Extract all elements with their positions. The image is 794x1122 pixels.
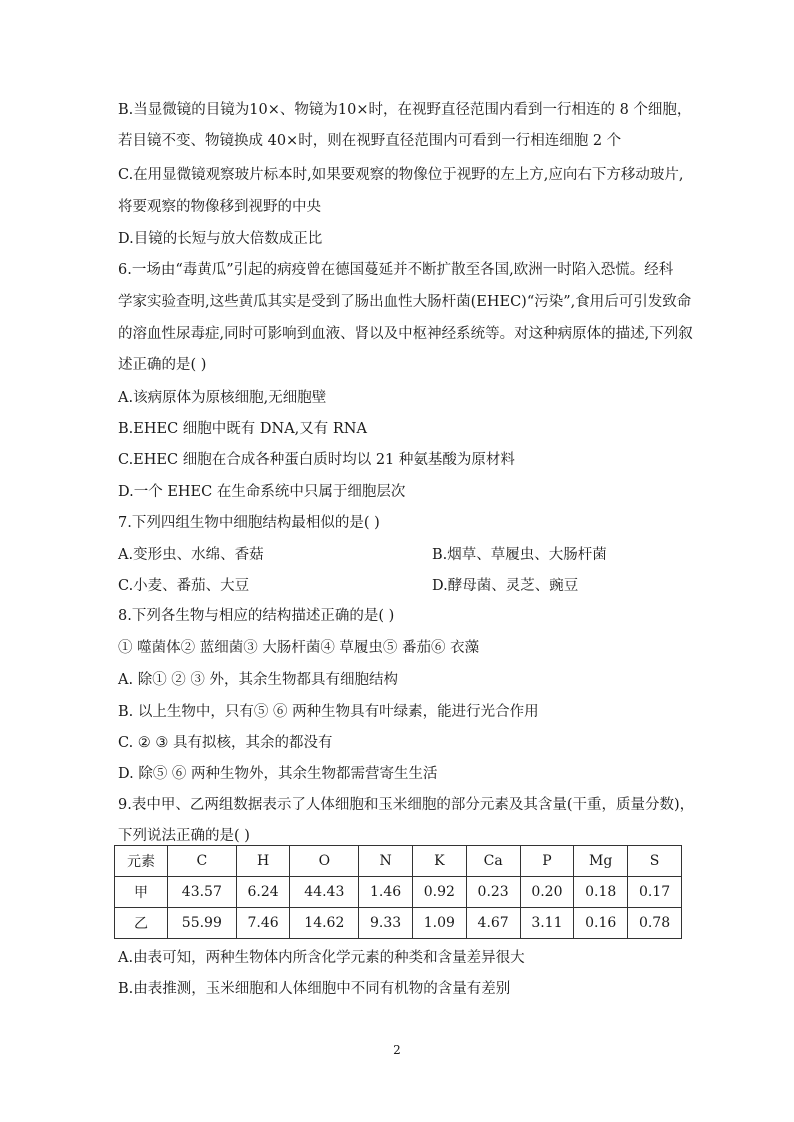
q5-option-d: D.目镜的长短与放大倍数成正比 [118, 231, 323, 247]
q6-stem-line2: 学家实验查明,这些黄瓜其实是受到了肠出血性大肠杆菌(EHEC)“污染”,食用后可引发致命 [118, 294, 692, 310]
q6-option-a: A.该病原体为原核细胞,无细胞壁 [118, 390, 327, 406]
q9-stem-line2: 下列说法正确的是( ) [118, 828, 250, 844]
q6-stem-line3: 的溶血性尿毒症,同时可影响到血液、肾以及中枢神经系统等。对这种病原体的描述,下列叙 [118, 326, 693, 342]
table-header-cell: 元素 [115, 846, 168, 877]
table-cell: 43.57 [168, 877, 237, 908]
q7-option-d: D.酵母菌、灵芝、豌豆 [432, 578, 579, 594]
table-header-cell: C [168, 846, 237, 877]
table-cell: 44.43 [290, 877, 359, 908]
table-cell: 甲 [115, 877, 168, 908]
q9-option-a: A.由表可知，两种生物体内所含化学元素的种类和含量差异很大 [118, 950, 525, 966]
table-cell: 4.67 [466, 908, 520, 939]
table-header-row [115, 846, 682, 877]
q7-option-a: A.变形虫、水绵、香菇 [118, 547, 264, 563]
q5-option-c-line1: C.在用显微镜观察玻片标本时,如果要观察的物像位于视野的左上方,应向右下方移动玻片, [118, 167, 684, 183]
q9-option-b: B.由表推测，玉米细胞和人体细胞中不同有机物的含量有差别 [118, 981, 511, 997]
table-header-cell: H [236, 846, 290, 877]
q7-option-c: C.小麦、番茄、大豆 [118, 578, 250, 594]
table-header-cell: Mg [574, 846, 628, 877]
table-cell: 55.99 [168, 908, 237, 939]
element-content-table [114, 845, 682, 939]
table-header-cell: P [520, 846, 574, 877]
table-cell: 1.46 [359, 877, 413, 908]
table-row [115, 908, 682, 939]
q7-option-b: B.烟草、草履虫、大肠杆菌 [432, 547, 607, 563]
page-number: 2 [393, 1043, 401, 1057]
q9-stem-line1: 9.表中甲、乙两组数据表示了人体细胞和玉米细胞的部分元素及其含量(干重，质量分数)， [118, 797, 695, 813]
table-cell: 0.92 [412, 877, 466, 908]
q8-option-d: D. 除⑤ ⑥ 两种生物外，其余生物都需营寄生生活 [118, 766, 438, 782]
table-cell: 6.24 [236, 877, 290, 908]
table-cell: 14.62 [290, 908, 359, 939]
table-header-cell: Ca [466, 846, 520, 877]
table-cell: 0.16 [574, 908, 628, 939]
q8-option-a: A. 除① ② ③ 外，其余生物都具有细胞结构 [118, 672, 399, 688]
q6-option-c: C.EHEC 细胞在合成各种蛋白质时均以 21 种氨基酸为原材料 [118, 452, 515, 468]
q6-option-d: D.一个 EHEC 在生命系统中只属于细胞层次 [118, 484, 406, 500]
q8-option-c: C. ② ③ 具有拟核，其余的都没有 [118, 735, 333, 751]
q6-stem-line1: 6.一场由“毒黄瓜”引起的病疫曾在德国蔓延并不断扩散至各国,欧洲一时陷入恐慌。经科 [118, 262, 674, 278]
table-cell: 3.11 [520, 908, 574, 939]
q8-option-b: B. 以上生物中，只有⑤ ⑥ 两种生物具有叶绿素，能进行光合作用 [118, 704, 539, 720]
q7-stem: 7.下列四组生物中细胞结构最相似的是( ) [118, 515, 380, 531]
table-cell: 0.18 [574, 877, 628, 908]
q8-organism-list: ① 噬菌体② 蓝细菌③ 大肠杆菌④ 草履虫⑤ 番茄⑥ 衣藻 [118, 640, 480, 656]
table-cell: 7.46 [236, 908, 290, 939]
q5-option-b-line2: 若目镜不变、物镜换成 40×时，则在视野直径范围内可看到一行相连细胞 2 个 [118, 133, 622, 149]
table-cell: 0.17 [628, 877, 682, 908]
q5-option-b-line1: B.当显微镜的目镜为10×、物镜为10×时，在视野直径范围内看到一行相连的 8 个细胞， [118, 102, 692, 118]
table-cell: 9.33 [359, 908, 413, 939]
q6-stem-line4: 述正确的是( ) [118, 357, 207, 373]
table-cell: 乙 [115, 908, 168, 939]
table-cell: 0.23 [466, 877, 520, 908]
table-header-cell: K [412, 846, 466, 877]
table-cell: 0.78 [628, 908, 682, 939]
q6-option-b: B.EHEC 细胞中既有 DNA,又有 RNA [118, 421, 367, 437]
table-cell: 1.09 [412, 908, 466, 939]
table-header-cell: N [359, 846, 413, 877]
table-header-cell: O [290, 846, 359, 877]
q8-stem: 8.下列各生物与相应的结构描述正确的是( ) [118, 608, 395, 624]
table-cell: 0.20 [520, 877, 574, 908]
q5-option-c-line2: 将要观察的物像移到视野的中央 [118, 199, 321, 215]
table-row [115, 877, 682, 908]
table-header-cell: S [628, 846, 682, 877]
